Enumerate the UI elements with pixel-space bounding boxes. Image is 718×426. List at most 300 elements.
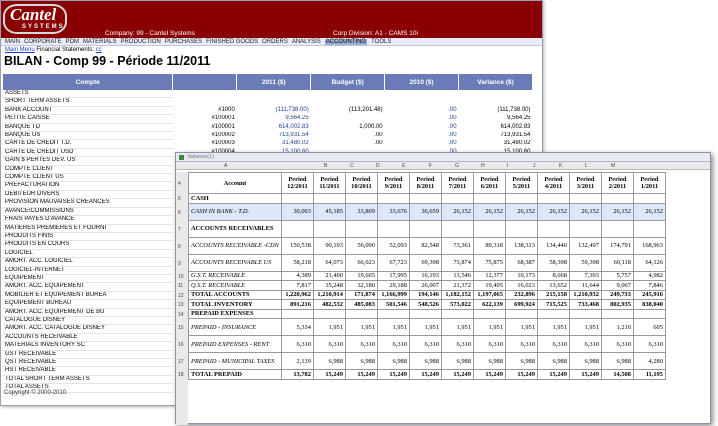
sheet-account-cell[interactable]: ACCOUNTS RECEIVABLES: [189, 220, 282, 237]
sheet-value-cell[interactable]: [537, 309, 569, 319]
sheet-value-cell[interactable]: 15,249: [473, 370, 505, 380]
sheet-account-cell[interactable]: PREPAID EXPENSES - RENT: [189, 336, 282, 353]
sheet-value-cell[interactable]: 58,398: [537, 254, 569, 271]
col-letter: G: [455, 163, 459, 169]
report-cell-label: GST RECEIVABLE: [3, 350, 173, 358]
report-cell-label: EQUIPEMENT: [3, 274, 173, 282]
sheet-value-cell[interactable]: 26,152: [601, 203, 633, 220]
sheet-value-cell[interactable]: [313, 194, 345, 204]
sheet-value-cell[interactable]: [633, 194, 665, 204]
sheet-value-cell[interactable]: 838,040: [633, 300, 665, 310]
account-header: Account: [189, 173, 282, 194]
sheet-value-cell[interactable]: 6,988: [601, 353, 633, 370]
sheet-account-cell[interactable]: ACCOUNTS RECEIVABLE -CDN: [189, 237, 282, 254]
sheet-value-cell[interactable]: 6,988: [345, 353, 377, 370]
report-cell-label: LOGICIEL: [3, 249, 173, 257]
sheet-value-cell[interactable]: 6,310: [313, 336, 345, 353]
sheet-value-cell[interactable]: [377, 309, 409, 319]
sheet-value-cell[interactable]: 11,644: [569, 281, 601, 291]
sheet-value-cell[interactable]: 715,525: [537, 300, 569, 310]
report-row: [3, 140, 533, 148]
sheet-value-cell[interactable]: 6,988: [409, 353, 441, 370]
sheet-value-cell[interactable]: [409, 194, 441, 204]
menu-item-finished-goods[interactable]: FINISHED GOODS: [206, 39, 259, 45]
menu-item-analysis[interactable]: ANALYSIS: [291, 39, 321, 45]
sheet-row: [189, 281, 666, 291]
sheet-row: [189, 194, 666, 204]
financial-statements-label: Financial Statements:: [36, 47, 95, 53]
sheet-value-cell[interactable]: 13,546: [441, 271, 473, 281]
sheet-value-cell[interactable]: 59,398: [569, 254, 601, 271]
sheet-value-cell[interactable]: [505, 220, 537, 237]
sheet-value-cell[interactable]: [601, 309, 633, 319]
sheet-value-cell[interactable]: 5,757: [601, 271, 633, 281]
sheet-value-cell[interactable]: 132,497: [569, 237, 601, 254]
report-col-header: Compte: [3, 74, 173, 90]
sheet-value-cell[interactable]: 66,023: [345, 254, 377, 271]
balance-spreadsheet[interactable]: [188, 172, 666, 380]
sheet-value-cell[interactable]: 482,532: [313, 300, 345, 310]
sheet-value-cell[interactable]: 26,152: [441, 203, 473, 220]
report-col-header: [173, 74, 237, 90]
sheet-value-cell[interactable]: 891,216: [281, 300, 313, 310]
main-menu-link[interactable]: Main Menu: [5, 47, 35, 53]
sheet-value-cell[interactable]: 36,659: [409, 203, 441, 220]
report-cell-acc: #1000: [218, 106, 235, 113]
sheet-value-cell[interactable]: 134,440: [537, 237, 569, 254]
sheet-value-cell[interactable]: 1,210: [601, 319, 633, 336]
menu-item-corporate[interactable]: CORPORATE: [24, 39, 62, 45]
sheet-account-cell[interactable]: PREPAID - MUNICIPAL TAXES: [189, 353, 282, 370]
spreadsheet-titlebar: [176, 153, 710, 162]
sheet-value-cell[interactable]: 1,210,914: [313, 290, 345, 300]
period-date: 2/2011: [608, 183, 627, 190]
sheet-value-cell[interactable]: [441, 194, 473, 204]
sheet-value-cell[interactable]: 15,249: [345, 370, 377, 380]
period-header: [281, 173, 313, 194]
sheet-value-cell[interactable]: 21,400: [313, 271, 345, 281]
report-cell-label: BANK ACCOUNT: [3, 106, 173, 114]
sheet-row: [189, 271, 666, 281]
sheet-value-cell[interactable]: [537, 194, 569, 204]
corp-division-label: Corp Division: A1 - CAMS 10i: [333, 30, 418, 37]
sheet-value-cell[interactable]: [281, 220, 313, 237]
sheet-value-cell[interactable]: 26,152: [505, 203, 537, 220]
sheet-value-cell[interactable]: 15,249: [505, 370, 537, 380]
sheet-value-cell[interactable]: 1,220,962: [281, 290, 313, 300]
sheet-value-cell[interactable]: 68,387: [505, 254, 537, 271]
sheet-value-cell[interactable]: 6,310: [281, 336, 313, 353]
sheet-value-cell[interactable]: 15,249: [537, 370, 569, 380]
sheet-value-cell[interactable]: [313, 309, 345, 319]
sheet-value-cell[interactable]: 11,195: [633, 370, 665, 380]
sheet-value-cell[interactable]: 16,023: [505, 281, 537, 291]
spreadsheet-title: balance(1): [188, 154, 214, 160]
menu-item-accounting[interactable]: ACCOUNTING: [325, 39, 367, 45]
sheet-row: [189, 370, 666, 380]
sheet-value-cell[interactable]: 52,093: [377, 237, 409, 254]
period-label: Period: [512, 176, 531, 183]
sheet-value-cell[interactable]: 82,548: [409, 237, 441, 254]
col-letter: J: [533, 163, 536, 169]
sheet-value-cell[interactable]: [505, 309, 537, 319]
report-cell-a: [237, 90, 311, 98]
sheet-value-cell[interactable]: 6,988: [377, 353, 409, 370]
sheet-value-cell[interactable]: 33,809: [345, 203, 377, 220]
sheet-value-cell[interactable]: 1,166,999: [377, 290, 409, 300]
report-cell-acc: #100003: [211, 140, 235, 147]
sheet-value-cell[interactable]: [633, 220, 665, 237]
logo-text: Cantel: [10, 5, 57, 24]
menu-item-materials[interactable]: MATERIALS: [82, 39, 117, 45]
report-cell-b: 1,000.00: [359, 123, 383, 130]
sheet-value-cell[interactable]: 6,310: [633, 336, 665, 353]
sheet-value-cell[interactable]: 802,935: [601, 300, 633, 310]
report-cell-label: AMORT. ACC. ÉQUIPEMENT DE BU: [3, 308, 173, 316]
sheet-value-cell[interactable]: 6,310: [601, 336, 633, 353]
period-label: Period: [448, 176, 467, 183]
sheet-value-cell[interactable]: [441, 220, 473, 237]
col-letter: I: [507, 163, 509, 169]
sheet-value-cell[interactable]: 13,782: [281, 370, 313, 380]
sheet-value-cell[interactable]: 501,546: [377, 300, 409, 310]
sheet-value-cell[interactable]: 15,249: [313, 370, 345, 380]
sheet-account-cell[interactable]: TOTAL PREPAID: [189, 370, 282, 380]
sheet-value-cell[interactable]: 249,733: [601, 290, 633, 300]
row-number: 13: [178, 302, 184, 309]
report-cell-label: ÉQUIPEMENT BUREAU: [3, 300, 173, 308]
sheet-value-cell[interactable]: 1,951: [505, 319, 537, 336]
sheet-value-cell[interactable]: 73,874: [441, 254, 473, 271]
sheet-value-cell[interactable]: [569, 194, 601, 204]
sheet-account-cell[interactable]: PREPAID - INSURANCE: [189, 319, 282, 336]
sheet-value-cell[interactable]: 168,963: [633, 237, 665, 254]
period-label: Period: [416, 176, 435, 183]
sheet-value-cell[interactable]: [409, 220, 441, 237]
sheet-value-cell[interactable]: 75,875: [473, 254, 505, 271]
sheet-value-cell[interactable]: 15,249: [409, 370, 441, 380]
sheet-value-cell[interactable]: 174,791: [601, 237, 633, 254]
sheet-value-cell[interactable]: 4,389: [281, 271, 313, 281]
sheet-value-cell[interactable]: 6,988: [505, 353, 537, 370]
period-label: Period: [544, 176, 563, 183]
report-cell-c: .00: [448, 123, 457, 130]
sheet-value-cell[interactable]: 32,180: [345, 281, 377, 291]
col-letter: B: [324, 163, 328, 169]
sheet-value-cell[interactable]: 194,146: [409, 290, 441, 300]
sheet-account-cell[interactable]: TOTAL ACCOUNTS: [189, 290, 282, 300]
period-date: 7/2011: [448, 183, 467, 190]
sheet-value-cell[interactable]: 573,022: [441, 300, 473, 310]
sheet-value-cell[interactable]: 14,508: [601, 370, 633, 380]
report-cell-label: BANQUE TD: [3, 123, 173, 131]
sheet-account-cell[interactable]: G.S.T. RECEIVABLE: [189, 271, 282, 281]
sheet-value-cell[interactable]: 485,083: [345, 300, 377, 310]
sheet-value-cell[interactable]: [633, 309, 665, 319]
sheet-value-cell[interactable]: [473, 220, 505, 237]
sheet-value-cell[interactable]: 26,152: [569, 203, 601, 220]
logo-subtext: SYSTEMS: [22, 24, 65, 30]
sheet-value-cell[interactable]: 6,988: [313, 353, 345, 370]
report-cell-acc: #100002: [211, 132, 235, 139]
sheet-value-cell[interactable]: 6,988: [473, 353, 505, 370]
report-cell-label: CARTE DE CREDIT T.D.: [3, 140, 173, 148]
sheet-value-cell[interactable]: 6,988: [569, 353, 601, 370]
row-number: 11: [178, 283, 184, 290]
menu-item-pdm[interactable]: PDM: [65, 39, 79, 45]
sheet-value-cell[interactable]: [345, 309, 377, 319]
report-cell-c: .00: [448, 115, 457, 122]
row-number: 17: [178, 359, 184, 365]
report-cell-label: PRODUITS EN COURS: [3, 241, 173, 249]
sheet-value-cell[interactable]: [601, 194, 633, 204]
sheet-account-cell[interactable]: TOTAL INVENTORY: [189, 300, 282, 310]
sheet-value-cell[interactable]: 26,007: [409, 281, 441, 291]
sheet-value-cell[interactable]: 245,916: [633, 290, 665, 300]
sheet-value-cell[interactable]: 215,158: [537, 290, 569, 300]
sheet-value-cell[interactable]: 10,173: [505, 271, 537, 281]
period-label: Period: [480, 176, 499, 183]
sheet-value-cell[interactable]: 15,249: [377, 370, 409, 380]
sheet-value-cell[interactable]: 6,310: [537, 336, 569, 353]
sheet-account-cell[interactable]: ACCOUNTS RECEIVABLE US: [189, 254, 282, 271]
spreadsheet-window[interactable]: [175, 152, 711, 424]
sheet-value-cell[interactable]: 26,152: [633, 203, 665, 220]
col-letter: F: [429, 163, 433, 169]
sheet-value-cell[interactable]: 90,193: [313, 237, 345, 254]
sheet-value-cell[interactable]: 548,526: [409, 300, 441, 310]
sheet-value-cell[interactable]: 1,951: [441, 319, 473, 336]
sheet-value-cell[interactable]: [441, 309, 473, 319]
report-cell-label: DEBITEUR DIVERS: [3, 190, 173, 198]
menu-item-production[interactable]: PRODUCTION: [120, 39, 161, 45]
sheet-value-cell[interactable]: [569, 220, 601, 237]
report-col-header: Variance ($): [459, 74, 533, 90]
report-cell-label: GAIN $ PERTES DEV. US: [3, 157, 173, 165]
sheet-value-cell[interactable]: [601, 220, 633, 237]
report-cell-a: (111,738.00): [275, 106, 309, 113]
sheet-value-cell[interactable]: 15,249: [441, 370, 473, 380]
sheet-value-cell[interactable]: 605: [633, 319, 665, 336]
report-cell-b: (113,201.48): [349, 106, 383, 113]
period-date: 3/2011: [576, 183, 595, 190]
sheet-value-cell[interactable]: [345, 194, 377, 204]
sheet-value-cell[interactable]: 16,193: [409, 271, 441, 281]
sheet-value-cell[interactable]: 1,197,065: [473, 290, 505, 300]
cantel-logo: [3, 4, 67, 34]
sheet-value-cell[interactable]: 19,495: [473, 281, 505, 291]
sheet-value-cell[interactable]: [377, 194, 409, 204]
sheet-value-cell[interactable]: [569, 309, 601, 319]
sheet-value-cell[interactable]: 6,310: [377, 336, 409, 353]
sheet-value-cell[interactable]: 21,372: [441, 281, 473, 291]
report-cell-label: TOTAL ASSETS: [3, 384, 173, 392]
report-cell-c: [385, 98, 459, 106]
report-cell-a: 31,480.02: [282, 140, 309, 147]
sheet-value-cell[interactable]: 1,951: [313, 319, 345, 336]
report-cell-a: 713,931.54: [278, 132, 309, 139]
sheet-value-cell[interactable]: 733,468: [569, 300, 601, 310]
report-cell-label: SHORT TERM ASSETS: [3, 98, 173, 106]
sheet-value-cell[interactable]: 56,090: [345, 237, 377, 254]
sheet-value-cell[interactable]: [409, 309, 441, 319]
sheet-value-cell[interactable]: 138,313: [505, 237, 537, 254]
sheet-value-cell[interactable]: 45,185: [313, 203, 345, 220]
sheet-value-cell[interactable]: 622,139: [473, 300, 505, 310]
sheet-value-cell[interactable]: 35,248: [313, 281, 345, 291]
sheet-account-cell[interactable]: CASH IN BANK - T.D.: [189, 203, 282, 220]
sheet-value-cell[interactable]: 64,073: [313, 254, 345, 271]
sheet-value-cell[interactable]: 6,310: [345, 336, 377, 353]
sheet-value-cell[interactable]: 1,951: [409, 319, 441, 336]
menu-item-tools[interactable]: TOOLS: [371, 39, 392, 45]
sheet-value-cell[interactable]: 73,361: [441, 237, 473, 254]
sheet-value-cell[interactable]: 29,188: [377, 281, 409, 291]
sheet-value-cell[interactable]: [377, 220, 409, 237]
sheet-value-cell[interactable]: 30,003: [281, 203, 313, 220]
sheet-value-cell[interactable]: [313, 220, 345, 237]
report-row: [3, 123, 533, 131]
row-number: 18: [178, 372, 184, 379]
row-number: 15: [178, 325, 184, 331]
period-label: Period: [640, 176, 659, 183]
report-cell-d: [459, 90, 533, 98]
menu-item-orders[interactable]: ORDERS: [262, 39, 288, 45]
sheet-value-cell[interactable]: 26,152: [537, 203, 569, 220]
sheet-value-cell[interactable]: 4,982: [633, 271, 665, 281]
sheet-value-cell[interactable]: [281, 309, 313, 319]
sheet-value-cell[interactable]: 9,067: [601, 281, 633, 291]
sheet-value-cell[interactable]: 64,126: [633, 254, 665, 271]
period-date: 10/2011: [351, 183, 372, 190]
report-cell-d: (111,738.00): [497, 106, 531, 113]
sheet-value-cell[interactable]: 6,310: [473, 336, 505, 353]
sheet-value-cell[interactable]: 150,538: [281, 237, 313, 254]
sheet-account-cell[interactable]: PREPAID EXPENSES: [189, 309, 282, 319]
copyright: Copyright © 2000-2010.: [4, 390, 68, 396]
sheet-value-cell[interactable]: 33,676: [377, 203, 409, 220]
sheet-value-cell[interactable]: 4,280: [633, 353, 665, 370]
company-label: Company: 99 - Cantel Systems: [105, 30, 195, 37]
period-label: Period: [320, 176, 339, 183]
sheet-value-cell[interactable]: 2,139: [281, 353, 313, 370]
period-header: [537, 173, 569, 194]
report-cell-label: AVANCE/COMMISSIONS: [3, 207, 173, 215]
sheet-value-cell[interactable]: 5,334: [281, 319, 313, 336]
report-cell-a: [237, 98, 311, 106]
sheet-value-cell[interactable]: 1,210,932: [569, 290, 601, 300]
report-cell-b: [311, 98, 385, 106]
sheet-value-cell[interactable]: 13,652: [537, 281, 569, 291]
report-cell-acc: [173, 90, 237, 98]
period-date: 5/2011: [512, 183, 531, 190]
report-cell-label: ACCOUNTS RECEIVABLE: [3, 333, 173, 341]
sheet-value-cell[interactable]: 89,318: [473, 237, 505, 254]
report-cell-label: QST RECEIVABLE: [3, 359, 173, 367]
sheet-value-cell[interactable]: 12,377: [473, 271, 505, 281]
report-cell-b: .00: [374, 140, 383, 147]
sheet-value-cell[interactable]: 699,924: [505, 300, 537, 310]
sheet-value-cell[interactable]: 58,218: [281, 254, 313, 271]
sheet-value-cell[interactable]: [345, 220, 377, 237]
report-cell-label: CATALOGUE DISNEY: [3, 316, 173, 324]
row-number: 8: [178, 243, 181, 250]
sheet-value-cell[interactable]: 1,182,152: [441, 290, 473, 300]
sheet-value-cell[interactable]: [505, 194, 537, 204]
sheet-value-cell[interactable]: 1,951: [377, 319, 409, 336]
sheet-value-cell[interactable]: 6,988: [537, 353, 569, 370]
sheet-value-cell[interactable]: 67,723: [377, 254, 409, 271]
col-letter: C: [350, 163, 354, 169]
report-row: [3, 115, 533, 123]
sheet-value-cell[interactable]: 19,665: [345, 271, 377, 281]
report-cell-b: [311, 90, 385, 98]
row-number: 9: [178, 260, 181, 267]
sheet-value-cell[interactable]: 6,310: [569, 336, 601, 353]
sheet-value-cell[interactable]: [473, 309, 505, 319]
sheet-value-cell[interactable]: 6,310: [505, 336, 537, 353]
period-label: Period: [576, 176, 595, 183]
report-col-header: Budget ($): [311, 74, 385, 90]
sheet-value-cell[interactable]: 6,310: [409, 336, 441, 353]
report-cell-c: [385, 90, 459, 98]
period-label: Period: [288, 176, 307, 183]
sheet-value-cell[interactable]: 1,951: [345, 319, 377, 336]
sheet-value-cell[interactable]: 7,817: [281, 281, 313, 291]
sheet-row: [189, 254, 666, 271]
report-col-header: 2010 ($): [385, 74, 459, 90]
col-letter: A: [224, 163, 228, 169]
sheet-value-cell[interactable]: [473, 194, 505, 204]
sheet-value-cell[interactable]: 232,896: [505, 290, 537, 300]
sheet-value-cell[interactable]: 17,995: [377, 271, 409, 281]
period-header: [569, 173, 601, 194]
sheet-account-cell[interactable]: CASH: [189, 194, 282, 204]
row-number: 10: [178, 273, 184, 280]
sheet-value-cell[interactable]: 6,310: [441, 336, 473, 353]
sheet-value-cell[interactable]: [537, 220, 569, 237]
period-header: [505, 173, 537, 194]
sheet-value-cell[interactable]: 7,393: [569, 271, 601, 281]
sheet-value-cell[interactable]: 1,951: [537, 319, 569, 336]
sheet-value-cell[interactable]: 7,846: [633, 281, 665, 291]
report-cell-a: 614,002.83: [278, 123, 309, 130]
report-cell-acc: #100001: [211, 115, 235, 122]
sheet-row: [189, 290, 666, 300]
sheet-value-cell[interactable]: 1,951: [569, 319, 601, 336]
period-label: Period: [352, 176, 371, 183]
main-menu-bar: [1, 38, 542, 46]
menu-item-main[interactable]: MAIN: [5, 39, 20, 45]
row-numbers: [176, 172, 188, 425]
cc-link[interactable]: cc: [95, 47, 102, 53]
period-header: [633, 173, 665, 194]
period-date: 8/2011: [416, 183, 435, 190]
sheet-value-cell[interactable]: 8,668: [537, 271, 569, 281]
menu-item-purchases[interactable]: PURCHASES: [164, 39, 203, 45]
sheet-value-cell[interactable]: 60,118: [601, 254, 633, 271]
sheet-value-cell[interactable]: 6,988: [441, 353, 473, 370]
sheet-value-cell[interactable]: 15,249: [569, 370, 601, 380]
sheet-value-cell[interactable]: 1,951: [473, 319, 505, 336]
row-number: 4: [178, 181, 181, 187]
sheet-value-cell[interactable]: 171,874: [345, 290, 377, 300]
sheet-account-cell[interactable]: Q.S.T. RECEIVABLE: [189, 281, 282, 291]
sheet-value-cell[interactable]: 69,398: [409, 254, 441, 271]
period-date: 1/2011: [640, 183, 659, 190]
sheet-value-cell[interactable]: [281, 194, 313, 204]
sheet-value-cell[interactable]: 26,152: [473, 203, 505, 220]
